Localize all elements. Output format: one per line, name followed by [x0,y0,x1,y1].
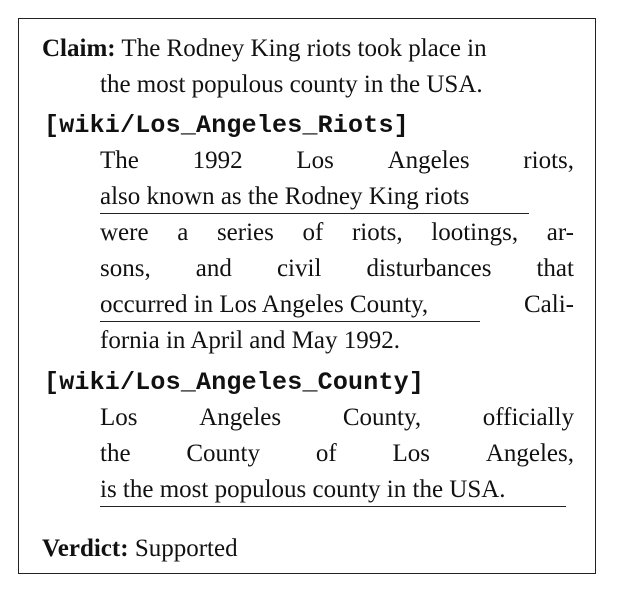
evidence-2-line-1 [100,403,574,433]
verdict-value: Supported [134,535,238,562]
evidence-2-line-3: is the most populous county in the USA. [100,476,506,503]
evidence-source-2: [wiki/Los_Angeles_County] [44,368,425,397]
verdict-line [42,534,238,564]
evidence-2-line-2 [100,439,574,469]
word: of [302,219,324,246]
verdict-label: Verdict: [42,535,129,562]
evidence-1-line-6: fornia in April and May 1992. [100,327,400,354]
word: Los [392,440,430,467]
claim-label: Claim: [42,35,116,62]
word: Angeles [387,147,470,174]
word: officially [482,404,574,431]
word: of [315,440,337,467]
evidence-1-line-5 [100,290,574,320]
word: 1992 [192,147,243,174]
evidence-1-line-2: also known as the Rodney King riots [100,183,470,210]
claim-line-2: the most populous county in the USA. [100,71,483,98]
claim-line-1 [42,34,487,64]
word: The [100,147,139,174]
word: Cali- [524,291,574,318]
word: that [536,255,574,282]
word: Angeles [199,404,282,431]
word: sons, [100,255,151,282]
word: occurred in Los Angeles County, [100,291,429,318]
word: ar- [546,219,574,246]
word: riots, [351,219,403,246]
word: and [195,255,232,282]
word: Angeles, [485,440,574,467]
evidence-source-1: [wiki/Los_Angeles_Riots] [44,111,409,140]
evidence-1-line-1 [100,146,574,176]
word: Los [100,404,138,431]
word: lootings, [431,219,519,246]
word: were [100,219,149,246]
word: series [216,219,274,246]
evidence-1-line-3 [100,218,574,248]
highlight-underline-2 [100,321,480,322]
word: civil [276,255,322,282]
evidence-1-line-4 [100,254,574,284]
word: County [186,440,260,467]
word: riots, [523,147,574,174]
word: the [100,440,131,467]
highlight-underline-3 [100,506,566,507]
word: Los [296,147,334,174]
word: a [177,219,189,246]
word: County, [342,404,422,431]
claim-text-1: The Rodney King riots took place in [121,35,487,62]
word: disturbances [366,255,492,282]
highlight-underline-1 [100,213,529,214]
